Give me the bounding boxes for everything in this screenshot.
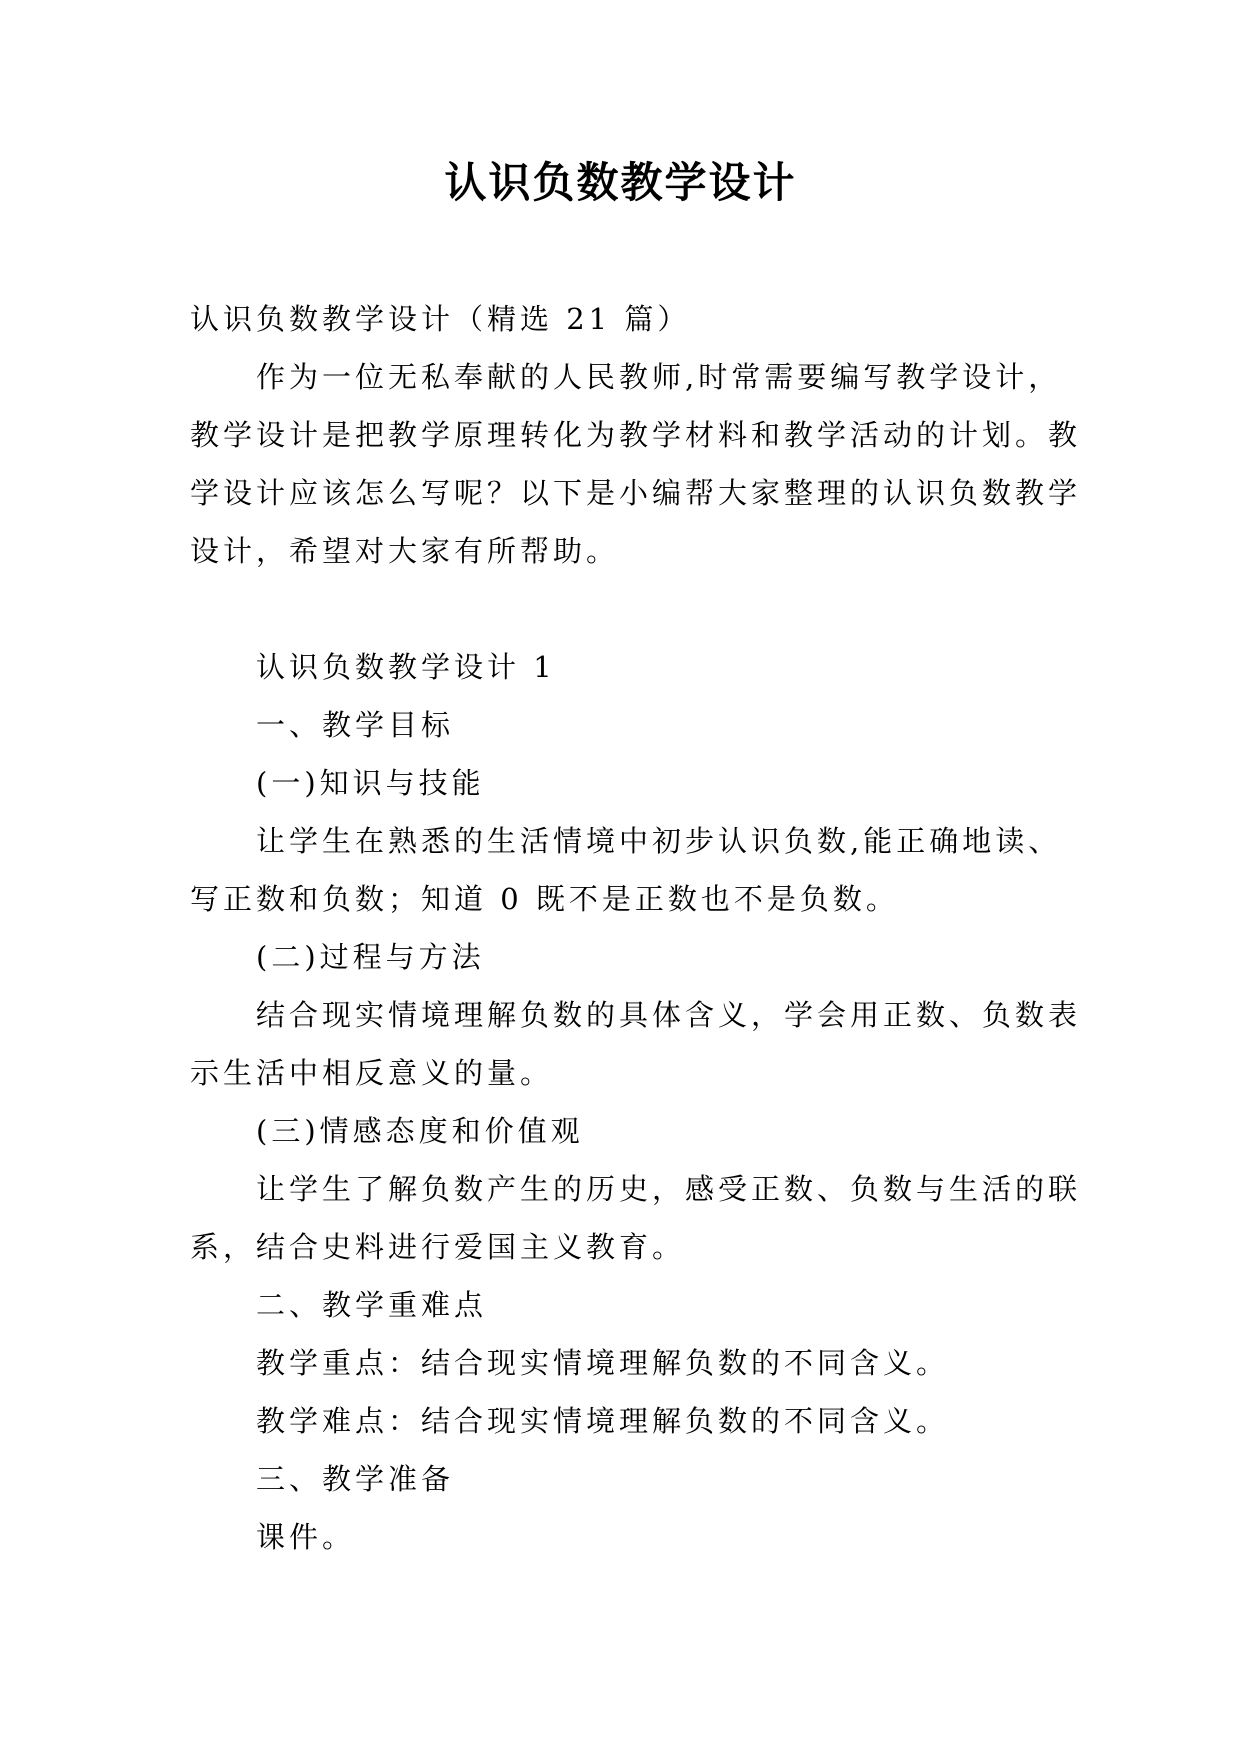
document-subtitle: 认识负数教学设计（精选 21 篇）: [190, 302, 691, 336]
heading-objectives: 一、教学目标: [256, 708, 455, 742]
heading-knowledge: (一)知识与技能: [256, 766, 485, 800]
text-emotion: 让学生了解负数产生的历史，感受正数、负数与生活的联系，结合史料进行爱国主义教育。: [190, 1172, 1082, 1264]
intro-paragraph: 作为一位无私奉献的人民教师,时常需要编写教学设计，教学设计是把教学原理转化为教学材料和教学活动的计划。教学设计应该怎么写呢？以下是小编帮大家整理的认识负数教学设计，希望对大家有所帮助。: [190, 360, 1082, 568]
text-difficulty: 教学难点：结合现实情境理解负数的不同含义。: [256, 1404, 950, 1438]
text-keypoint: 教学重点：结合现实情境理解负数的不同含义。: [256, 1346, 950, 1380]
document-title: 认识负数教学设计: [444, 158, 797, 207]
text-knowledge: 让学生在熟悉的生活情境中初步认识负数,能正确地读、写正数和负数；知道 0 既不是正数也不是负数。: [190, 824, 1062, 916]
text-preparation: 课件。: [256, 1520, 356, 1554]
heading-process: (二)过程与方法: [256, 940, 485, 974]
document-body: [190, 290, 1090, 1566]
heading-preparation: 三、教学准备: [256, 1462, 455, 1496]
section-heading: 认识负数教学设计 1: [256, 650, 556, 684]
text-process: 结合现实情境理解负数的具体含义，学会用正数、负数表示生活中相反意义的量。: [190, 998, 1082, 1090]
heading-emotion: (三)情感态度和价值观: [256, 1114, 584, 1148]
paragraph-gap: [190, 580, 1090, 638]
heading-keypoints: 二、教学重难点: [256, 1288, 488, 1322]
